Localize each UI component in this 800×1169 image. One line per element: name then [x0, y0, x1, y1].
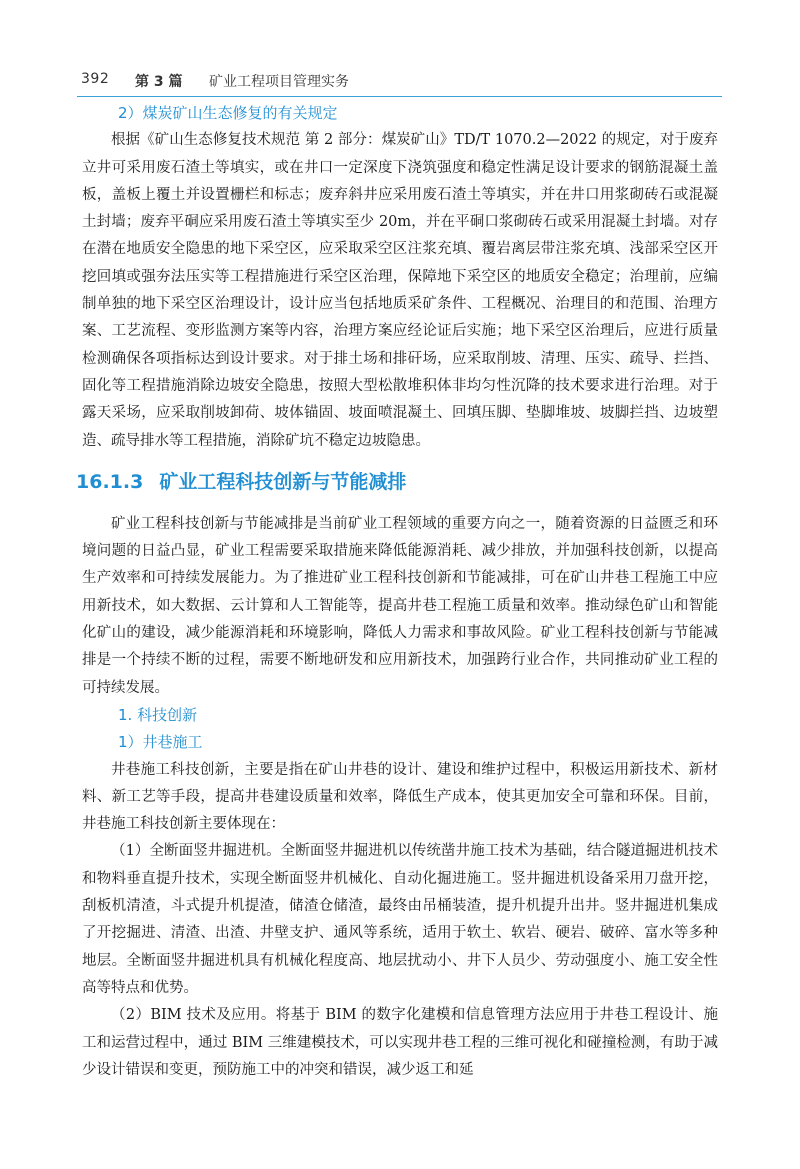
running-header	[77, 66, 722, 97]
paragraph-item-1: （1）全断面竖井掘进机。全断面竖井掘进机以传统凿井施工技术为基础，结合隧道掘进机技术和物料垂直提升技术，实现全断面竖井机械化、自动化掘进施工。竖井掘进机设备采用刀盘开挖，刮板机清渣，斗式提升机提渣，储渣仓储渣，最终由吊桶装渣，提升机提升出井。竖井掘进机集成了开挖掘进、清渣、出渣、井壁支护、通风等系统，适用于软土、软岩、硬岩、破碎、富水等多种地层。全断面竖井掘进机具有机械化程度高、地层扰动小、井下人员少、劳动强度小、施工安全性高等特点和优势。	[82, 843, 718, 996]
section-number: 16.1.3	[76, 470, 144, 493]
paragraph-shaft-intro: 井巷施工科技创新，主要是指在矿山井巷的设计、建设和维护过程中，积极运用新技术、新材料、新工艺等手段，提高井巷建设质量和效率，降低生产成本，使其更加安全可靠和环保。目前，井巷施工科技创新主要体现在：	[82, 761, 718, 833]
section-title: 矿业工程科技创新与节能减排	[159, 470, 407, 493]
subsection-heading-coal-mine: 2）煤炭矿山生态修复的有关规定	[118, 104, 338, 122]
part-title: 矿业工程项目管理实务	[209, 74, 349, 90]
section-heading	[76, 467, 718, 497]
subheading-shaft-construction: 1）井巷施工	[118, 733, 203, 752]
paragraph-section-intro: 矿业工程科技创新与节能减排是当前矿业工程领域的重要方向之一，随着资源的日益匮乏和环境问题的日益凸显，矿业工程需要采取措施来降低能源消耗、减少排放，并加强科技创新，以提高生产效率和可持续发展能力。为了推进矿业工程科技创新和节能减排，可在矿山井巷工程施工中应用新技术，如大数据、云计算和人工智能等，提高井巷工程施工质量和效率。推动绿色矿山和智能化矿山的建设，减少能源消耗和环境影响，降低人力需求和事故风险。矿业工程科技创新与节能减排是一个持续不断的过程，需要不断地研发和应用新技术，加强跨行业合作，共同推动矿业工程的可持续发展。	[82, 515, 718, 696]
part-label: 第 3 篇	[135, 74, 183, 90]
heading-tech-innovation: 1. 科技创新	[118, 705, 198, 724]
page-body	[76, 100, 718, 1084]
page-number: 392	[81, 71, 110, 87]
paragraph-coal-mine-regulations: 根据《矿山生态修复技术规范 第 2 部分：煤炭矿山》TD/T 1070.2—2022 的规定，对于废弃立井可采用废石渣土等填实，或在井口一定深度下浇筑强度和稳定性满足设计要求的钢筋混凝土盖板，盖板上覆土并设置栅栏和标志；废弃斜井应采用废石渣土等填实，并在井口用浆砌砖石或混凝土封墙；废弃平硐应采用废石渣土等填实至少 20m，并在平硐口浆砌砖石或采用混凝土封墙。对存在潜在地质安全隐患的地下采空区，应采取采空区注浆充填、覆岩离层带注浆充填、浅部采空区开挖回填或强夯法压实等工程措施进行采空区治理，保障地下采空区的地质安全稳定；治理前，应编制单独的地下采空区治理设计，设计应当包括地质采矿条件、工程概况、治理目的和范围、治理方案、工艺流程、变形监测方案等内容，治理方案应经论证后实施；地下采空区治理后，应进行质量检测确保各项指标达到设计要求。对于排土场和排矸场，应采取削坡、清理、压实、疏导、拦挡、固化等工程措施消除边坡安全隐患，按照大型松散堆积体非均匀性沉降的技术要求进行治理。对于露天采场，应采取削坡卸荷、坡体锚固、坡面喷混凝土、回填压脚、垫脚堆坡、坡脚拦挡、边坡塑造、疏导排水等工程措施，消除矿坑不稳定边坡隐患。	[82, 132, 718, 449]
paragraph-item-2: （2）BIM 技术及应用。将基于 BIM 的数字化建模和信息管理方法应用于井巷工程设计、施工和运营过程中，通过 BIM 三维建模技术，可以实现井巷工程的三维可视化和碰撞检测，有助于减少设计错误和变更，预防施工中的冲突和错误，减少返工和延	[82, 1007, 718, 1078]
